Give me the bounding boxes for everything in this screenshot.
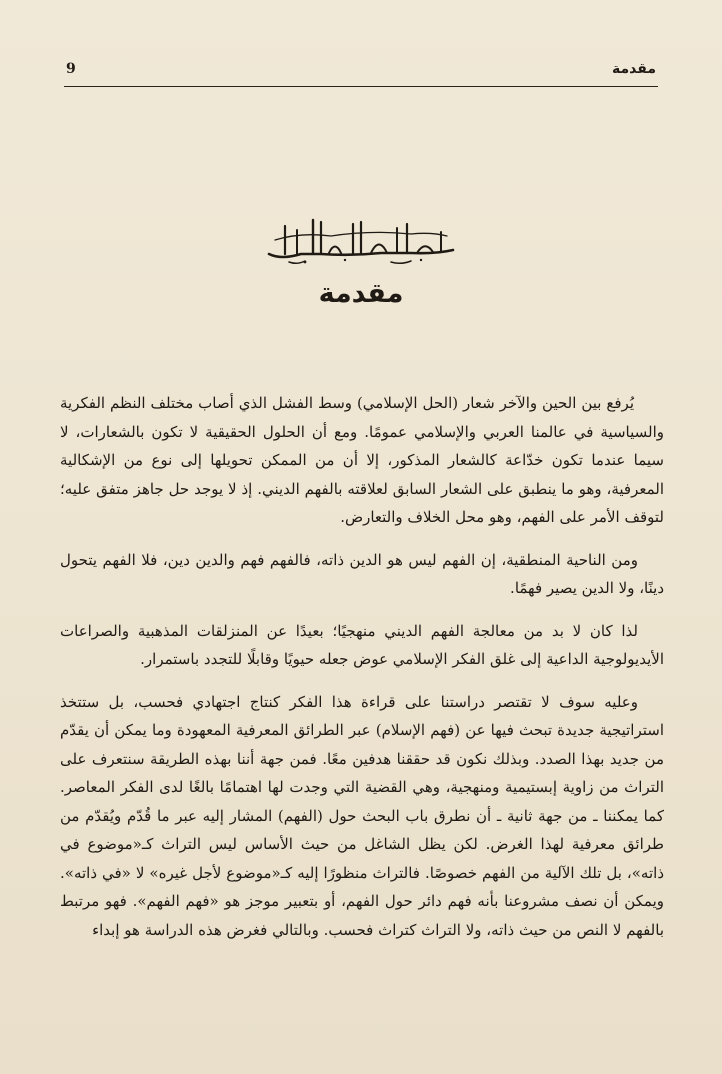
- basmala-calligraphy-icon: [261, 210, 461, 265]
- paragraph-2: ومن الناحية المنطقية، إن الفهم ليس هو الدين ذاته، فالفهم فهم والدين دين، فلا الفهم يتحول دينًا، ولا الدين يصير فهمًا.: [60, 550, 664, 597]
- basmala-calligraphy: [0, 210, 722, 265]
- paragraph-4: وعليه سوف لا تقتصر دراستنا على قراءة هذا الفكر كنتاج اجتهادي فحسب، بل ستتخذ استراتيجية جديدة تبحث فيها عن (فهم الإسلام) عبر الطرائق المعرفية المعهودة وما يمكن أن يقدّم من جديد بهذا الصدد. وبذلك نكون قد حققنا هدفين معًا. فمن جهة أننا بهذه الطريقة سنتعرف على التراث من زاوية إبستيمية ومنهجية، وهي القضية التي وجدت لها اهتمامًا بالغًا لدى الفكر المعاصر. كما يمكننا ـ من جهة ثانية ـ أن نطرق باب البحث حول (الفهم) المشار إليه عبر ما قُدّم ويُقدّم من طرائق معرفية لهذا الغرض. لكن يظل الشاغل من حيث الأساس ليس التراث كـ«موضوع في ذاته»، بل تلك الآلية من الفهم خصوصًا. فالتراث منظورًا إليه كـ«موضوع لأجل غيره» لا «في ذاته». ويمكن أن نصف مشروعنا بأنه فهم دائر حول الفهم، أو بتعبير موجز هو «فهم الفهم». فهو مرتبط بالفهم لا النص من حيث ذاته، ولا التراث كتراث فحسب. وبالتالي فغرض هذه الدراسة هو إبداء: [60, 692, 664, 939]
- page-header: [66, 54, 656, 84]
- chapter-title: مقدمة: [318, 278, 404, 309]
- header-rule: [64, 86, 658, 87]
- running-title: مقدمة: [612, 61, 656, 77]
- paragraph-1: يُرفع بين الحين والآخر شعار (الحل الإسلامي) وسط الفشل الذي أصاب مختلف النظم الفكرية والسياسية في عالمنا العربي والإسلامي عمومًا. ومع أن الحلول الحقيقية لا تكون بالشعارات، لا سيما عندما تكون خدّاعة كالشعار المذكور، إلا أن من الممكن تحويلها إلى نوع من الإشكالية المعرفية، وهو ما ينطبق على الشعار السابق لعلاقته بالفهم الديني. إذ لا يوجد حل جاهز متفق عليه؛ لتوقف الأمر على الفهم، وهو محل الخلاف والتعارض.: [60, 394, 664, 526]
- paragraph-3: لذا كان لا بد من معالجة الفهم الديني منهجيًا؛ بعيدًا عن المنزلقات المذهبية والصراعات الأيديولوجية الداعية إلى غلق الفكر الإسلامي عوض جعله حيويًا وقابلًا للتجدد باستمرار.: [60, 621, 664, 668]
- body-text: [60, 389, 664, 958]
- page-number: 9: [66, 61, 76, 77]
